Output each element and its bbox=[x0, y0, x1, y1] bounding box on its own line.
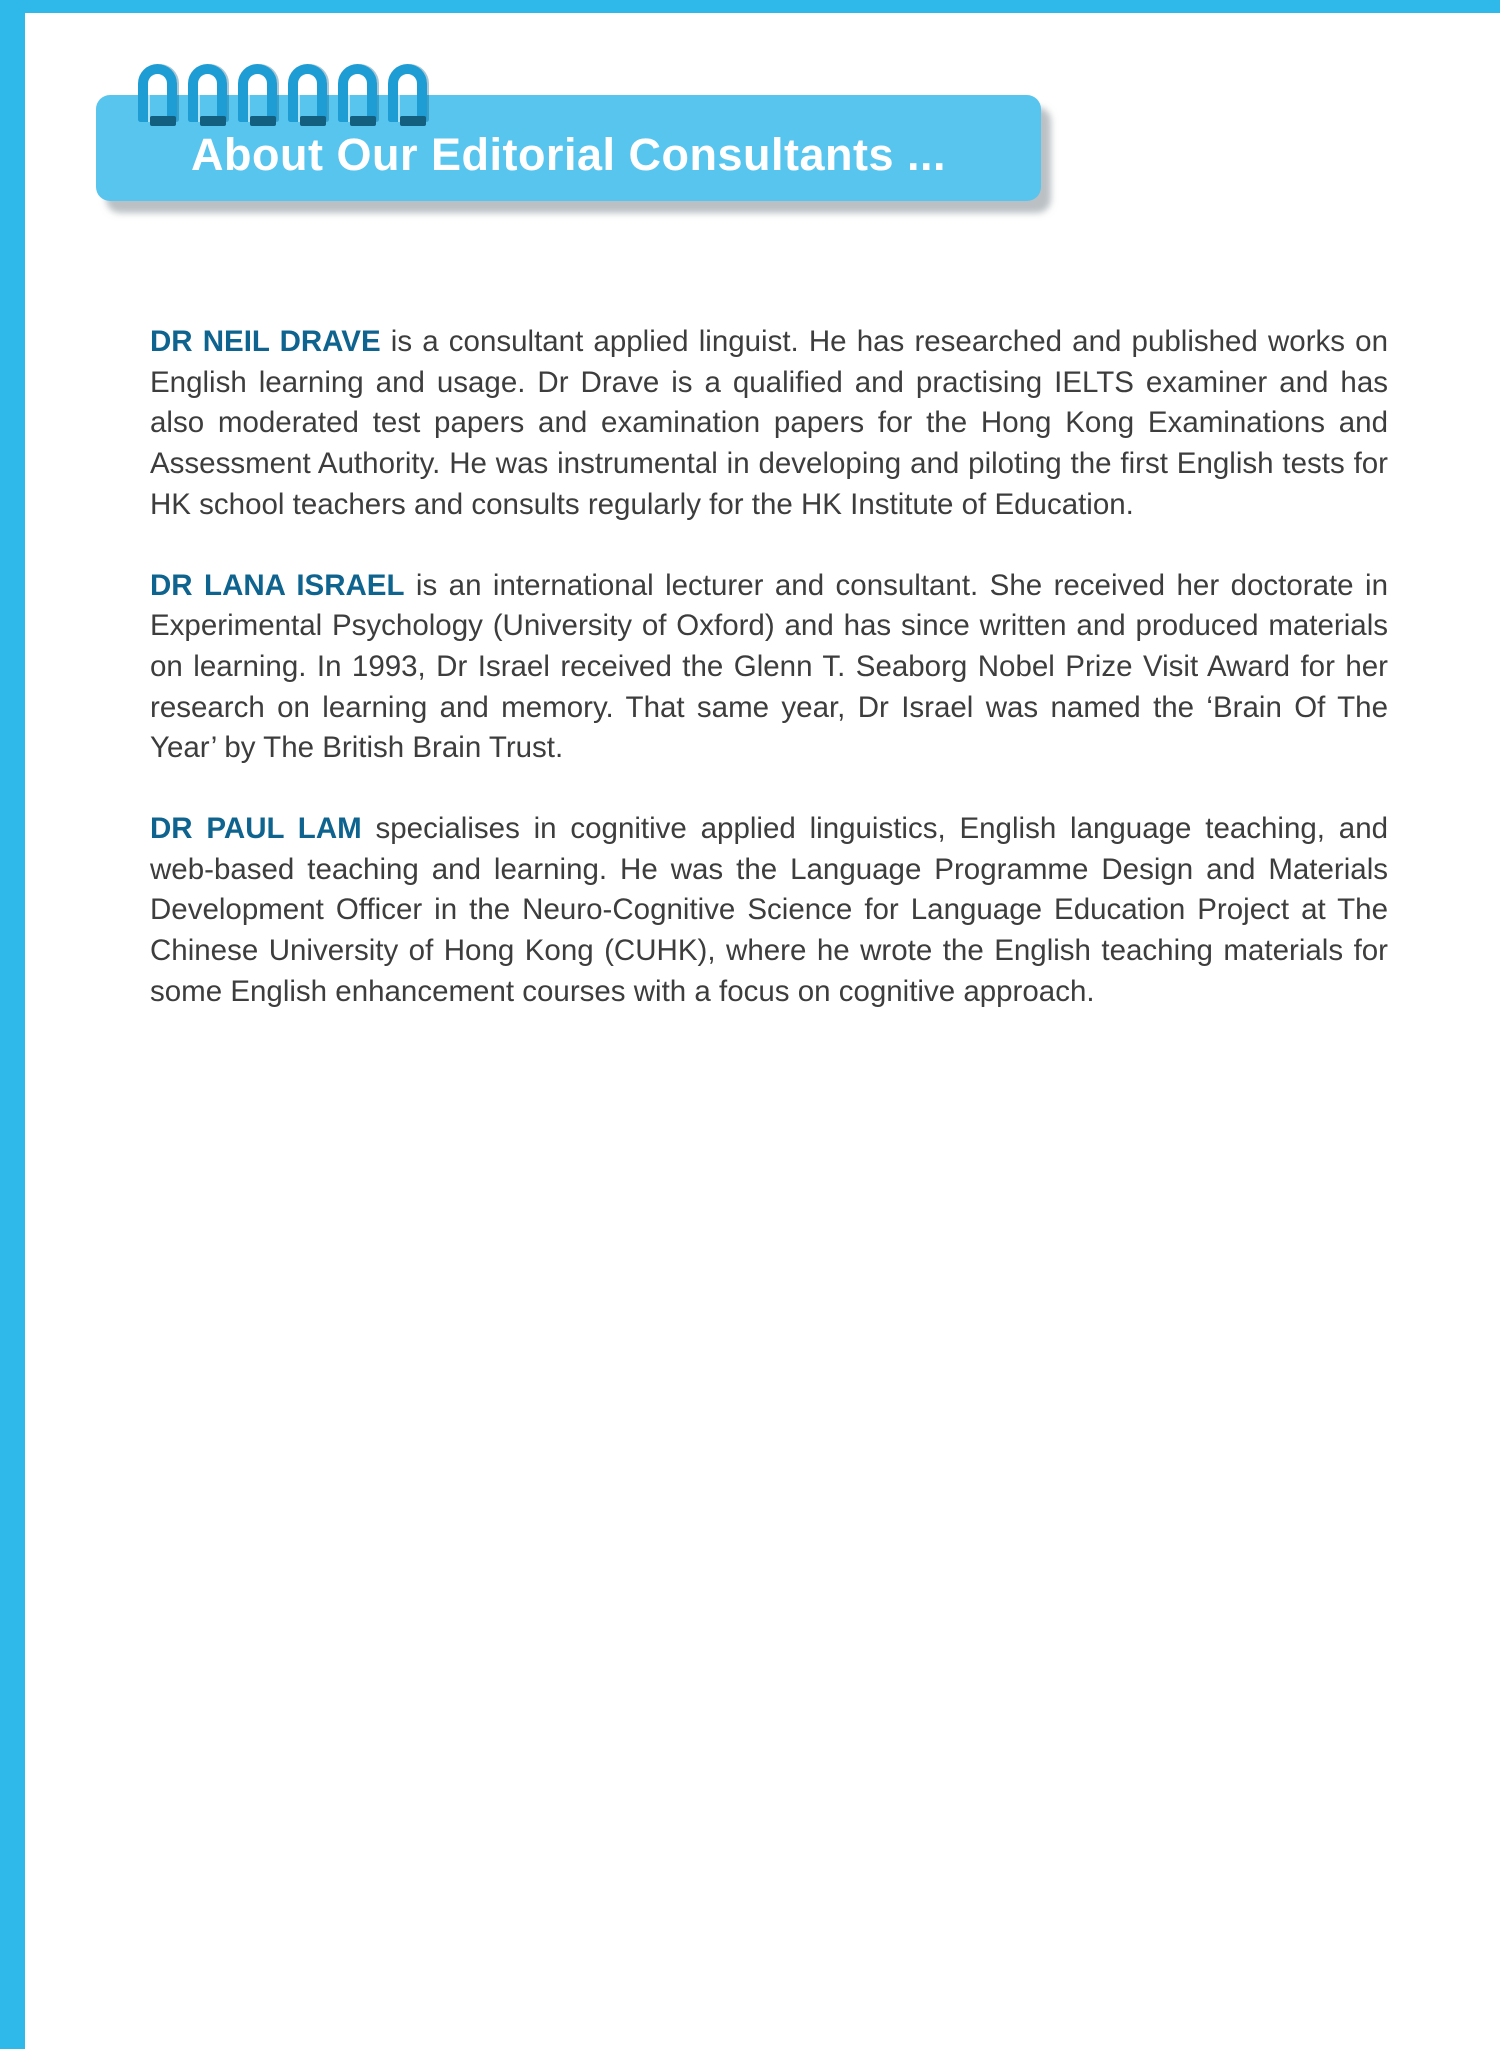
bio-text: specialises in cognitive applied linguistics, English language teaching, and web-based teaching and learning. He was the Language Programme Design and Materials Development Officer in the Neuro-Cognitive Science for Language Education Project at The Chinese University of Hong Kong (CUHK), where he wrote the English teaching materials for some English enhancement courses with a focus on cognitive approach. bbox=[150, 812, 1389, 1008]
page-title: About Our Editorial Consultants ... bbox=[191, 129, 946, 180]
binder-ring-icon bbox=[238, 64, 277, 122]
binder-ring-icon bbox=[138, 64, 177, 122]
bio-paragraph bbox=[150, 322, 1388, 526]
consultant-name: DR LANA ISRAEL bbox=[150, 568, 405, 602]
bio-paragraph bbox=[150, 566, 1388, 770]
bio-paragraph bbox=[150, 809, 1388, 1013]
consultant-name: DR PAUL LAM bbox=[150, 812, 362, 846]
consultant-bios bbox=[150, 322, 1388, 1053]
binder-ring-icon bbox=[188, 64, 227, 122]
binder-ring-icon bbox=[388, 64, 427, 122]
page-top-border bbox=[0, 0, 1500, 13]
page-left-border bbox=[0, 0, 25, 2049]
bio-text: is a consultant applied linguist. He has researched and published works on English learning and usage. Dr Drave is a qualified and practising IELTS examiner and has also moderated test papers and examination papers for the Hong Kong Examinations and Assessment Authority. He was instrumental in developing and piloting the first English tests for HK school teachers and consults regularly for the HK Institute of Education. bbox=[150, 325, 1388, 521]
binder-ring-icon bbox=[288, 64, 327, 122]
bio-text: is an international lecturer and consultant. She received her doctorate in Experimental Psychology (University of Oxford) and has since written and produced materials on learning. In 1993, Dr Israel received the Glenn T. Seaborg Nobel Prize Visit Award for her research on learning and memory. That same year, Dr Israel was named the ‘Brain Of The Year’ by The British Brain Trust. bbox=[150, 568, 1388, 765]
consultant-name: DR NEIL DRAVE bbox=[150, 325, 381, 358]
binder-ring-icon bbox=[338, 64, 377, 122]
spiral-binding bbox=[138, 64, 427, 122]
